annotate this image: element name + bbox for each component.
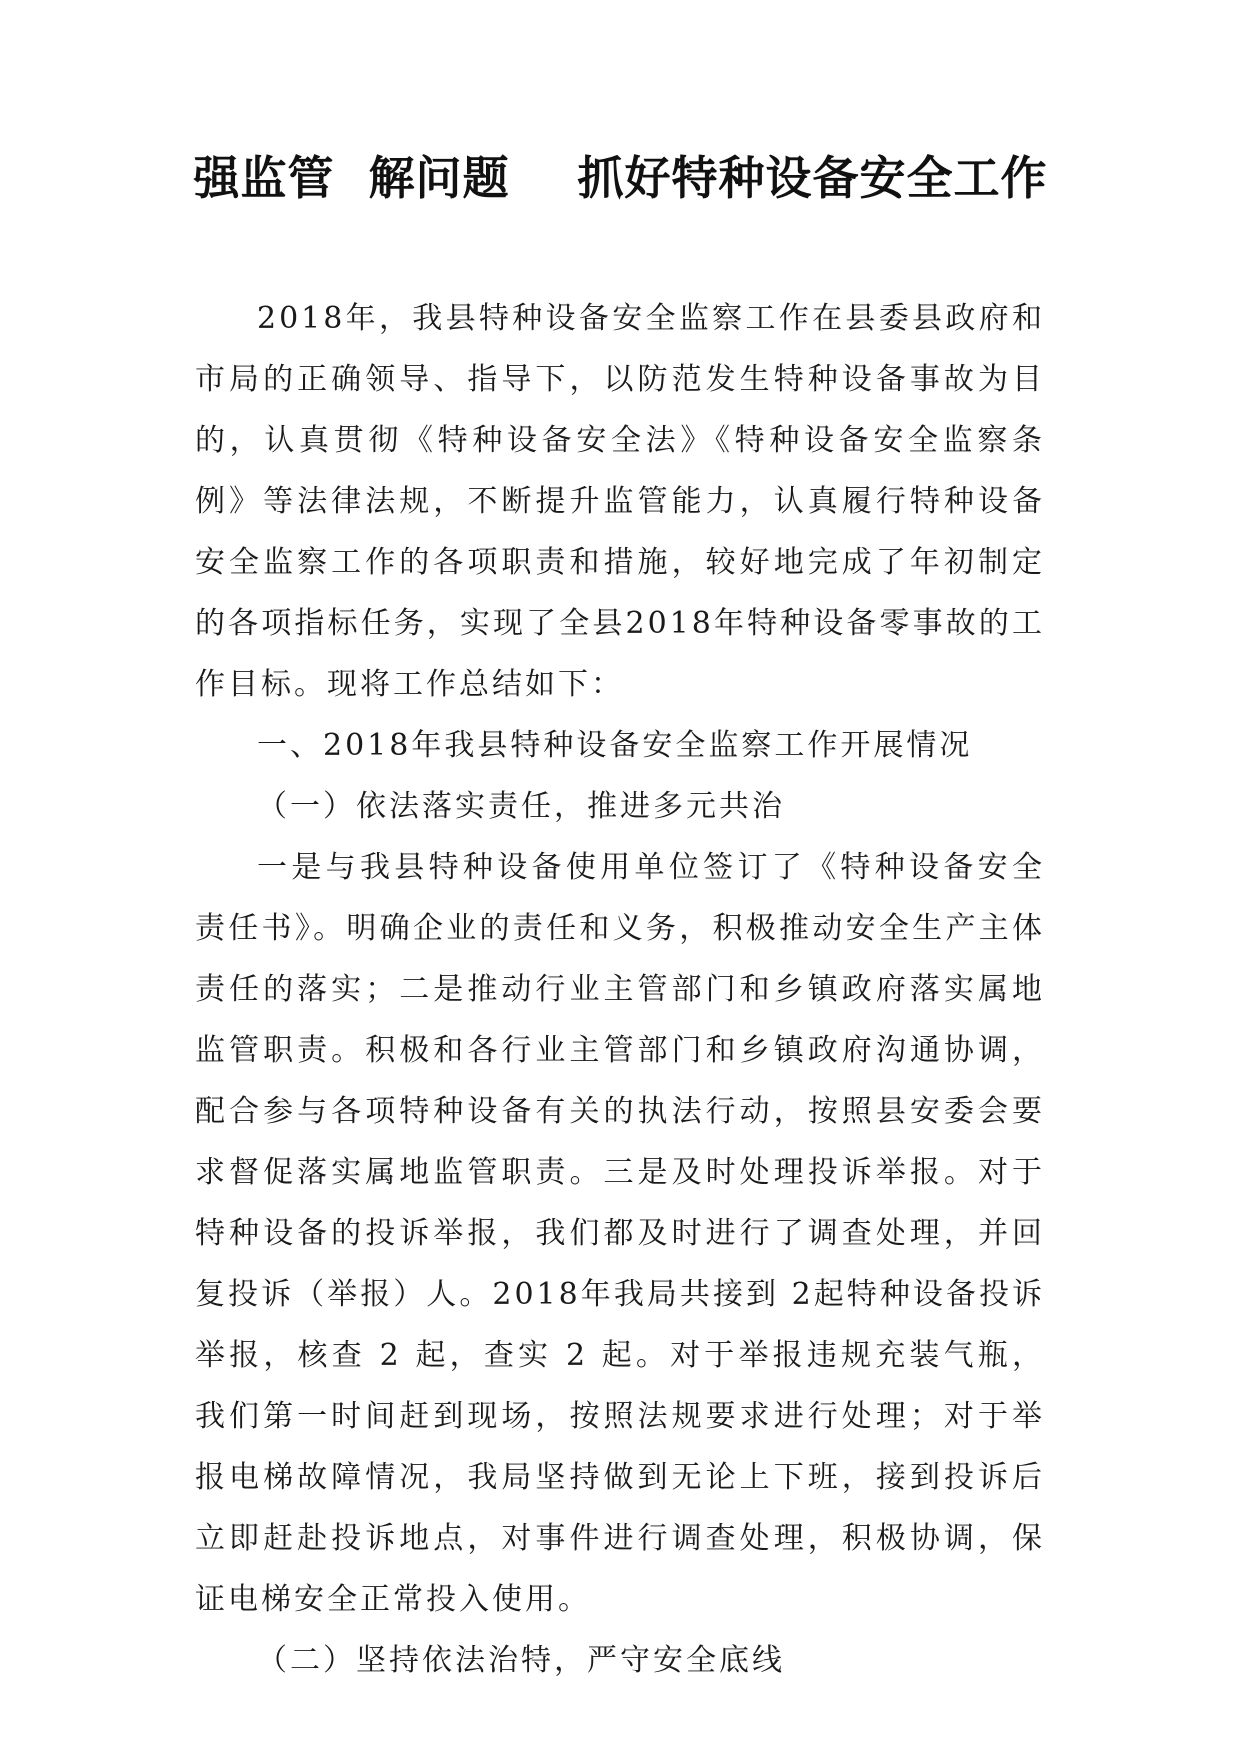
intro-paragraph: 2018年，我县特种设备安全监察工作在县委县政府和市局的正确领导、指导下，以防范发生特种设备事故为目的，认真贯彻《特种设备安全法》《特种设备安全监察条例》等法律法规，不断提升监管能力，认真履行特种设备安全监察工作的各项职责和措施，较好地完成了年初制定的各项指标任务，实现了全县2018年特种设备零事故的工作目标。现将工作总结如下： <box>195 301 1045 702</box>
subsection-1-paragraph: 一是与我县特种设备使用单位签订了《特种设备安全责任书》。明确企业的责任和义务，积极推动安全生产主体责任的落实；二是推动行业主管部门和乡镇政府落实属地监管职责。积极和各行业主管部门和乡镇政府沟通协调，配合参与各项特种设备有关的执法行动，按照县安委会要求督促落实属地监管职责。三是及时处理投诉举报。对于特种设备的投诉举报，我们都及时进行了调查处理，并回复投诉（举报）人。2018年我局共接到 2起特种设备投诉举报，核查 2 起，查实 2 起。对于举报违规充装气瓶，我们第一时间赶到现场，按照法规要求进行处理；对于举报电梯故障情况，我局坚持做到无论上下班，接到投诉后立即赶赴投诉地点，对事件进行调查处理，积极协调，保证电梯安全正常投入使用。 <box>195 850 1045 1617</box>
subsection-heading-2: （二）坚持依法治特，严守安全底线 <box>257 1643 785 1678</box>
document-title: 强监管 解问题 抓好特种设备安全工作 <box>193 151 1048 205</box>
document-body <box>195 288 1045 1691</box>
section-heading-1: 一、2018年我县特种设备安全监察工作开展情况 <box>257 728 973 763</box>
subsection-heading-1: （一）依法落实责任，推进多元共治 <box>257 789 785 824</box>
